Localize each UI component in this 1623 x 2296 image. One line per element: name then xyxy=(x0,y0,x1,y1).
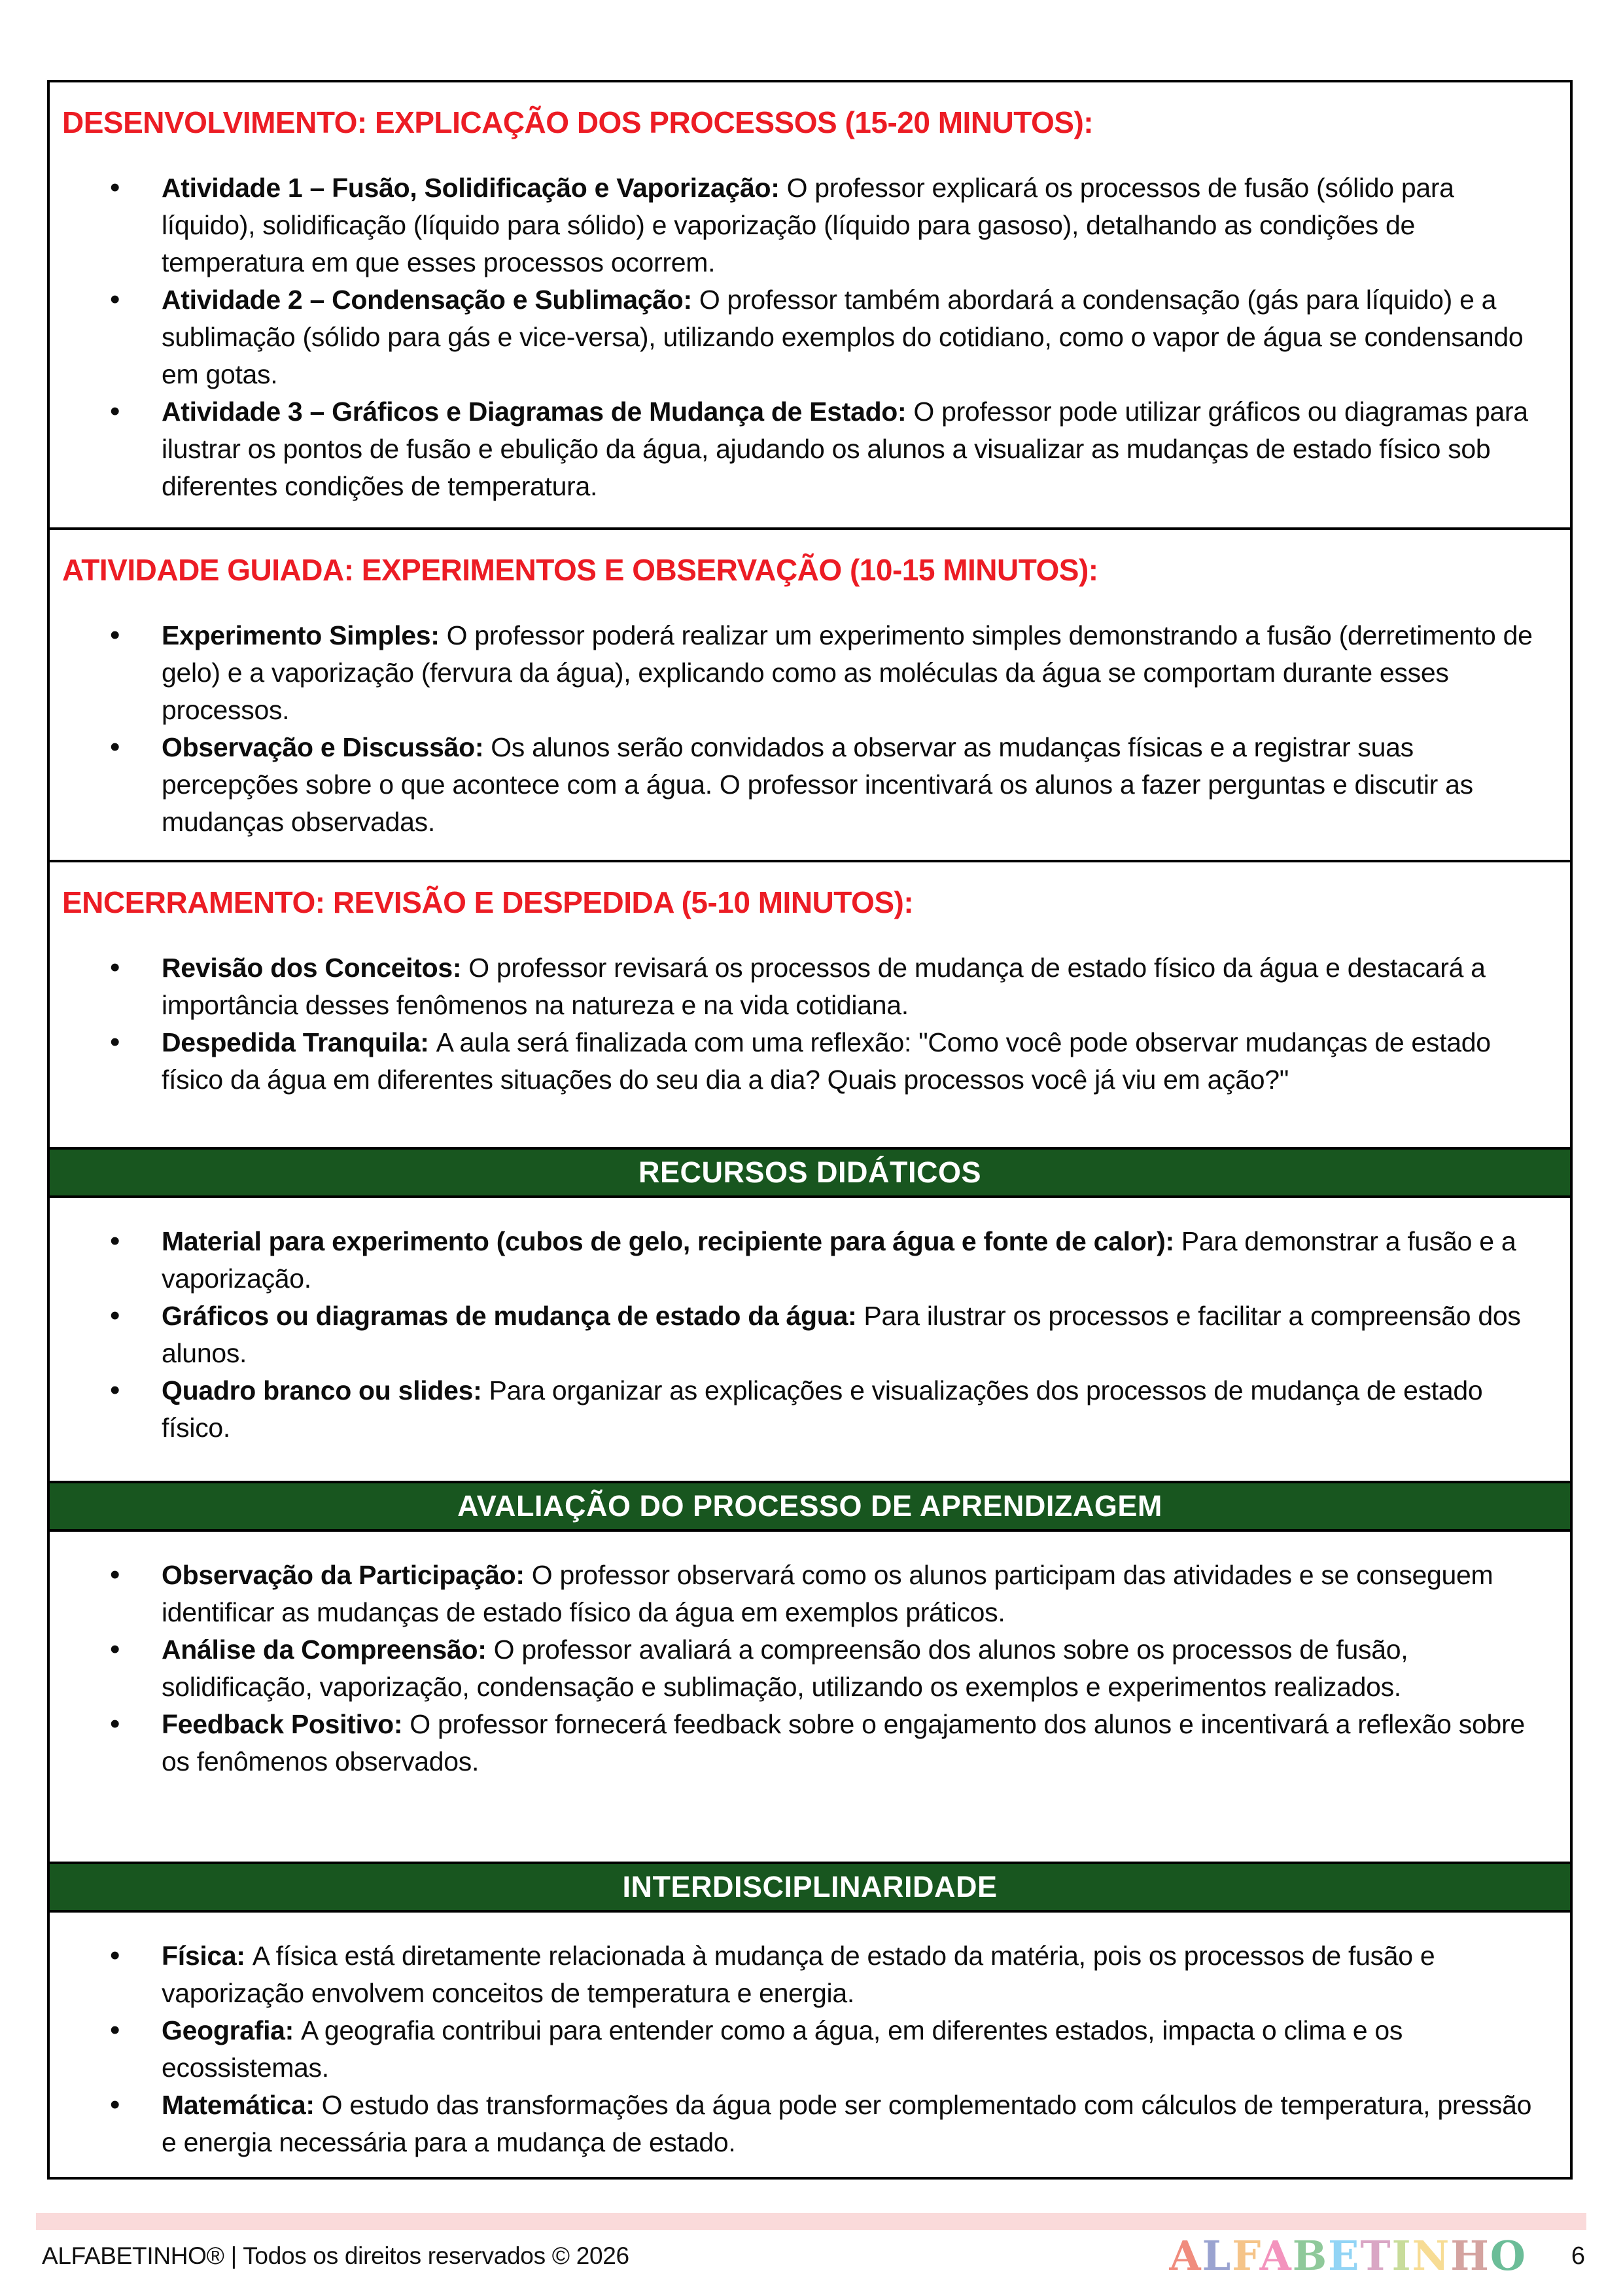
logo-letter: A xyxy=(1169,2232,1202,2280)
list-item xyxy=(50,2012,1570,2087)
section-avaliacao-lista xyxy=(50,1532,1570,1864)
logo-letter: N xyxy=(1412,2232,1451,2280)
bullet-lead: Observação da Participação: xyxy=(162,1560,525,1590)
list-item xyxy=(50,1372,1570,1447)
section-recursos-lista xyxy=(50,1198,1570,1483)
list-item xyxy=(50,281,1570,393)
bullet-text: O professor poderá realizar um experimento simples demonstrando a fusão (derretimento de gelo) e a vaporização (fervura da água), explicando como as moléculas da água se comportam durante esses processos. xyxy=(162,620,1533,725)
bullet-lead: Atividade 2 – Condensação e Sublimação: xyxy=(162,284,692,315)
section-header: ENCERRAMENTO: REVISÃO E DESPEDIDA (5-10 MINUTOS): xyxy=(62,885,914,919)
brand-logo xyxy=(1169,2232,1527,2280)
pink-divider xyxy=(36,2213,1586,2230)
banner-recursos-didaticos xyxy=(50,1150,1570,1198)
bullet-text: Os alunos serão convidados a observar as mudanças físicas e a registrar suas percepções sobre o que acontece com a água. O professor incentivará os alunos a fazer perguntas e discutir as mudanças observadas. xyxy=(162,732,1473,837)
section-header: DESENVOLVIMENTO: EXPLICAÇÃO DOS PROCESSOS (15-20 MINUTOS): xyxy=(62,105,1094,139)
bullet-lead: Atividade 3 – Gráficos e Diagramas de Mudança de Estado: xyxy=(162,396,907,427)
bullet-text: A aula será finalizada com uma reflexão: "Como você pode observar mudanças de estado físico da água em diferentes situações do seu dia a dia? Quais processos você já viu em ação?" xyxy=(162,1027,1491,1095)
logo-letter: B xyxy=(1292,2232,1329,2280)
logo-letter: L xyxy=(1202,2232,1232,2280)
bullet-lead: Atividade 1 – Fusão, Solidificação e Vaporização: xyxy=(162,172,780,203)
bullet-lead: Despedida Tranquila: xyxy=(162,1027,429,1057)
logo-letter: I xyxy=(1391,2232,1412,2280)
bullet-lead: Feedback Positivo: xyxy=(162,1709,403,1739)
banner-avaliacao xyxy=(50,1483,1570,1532)
banner-interdisciplinaridade xyxy=(50,1864,1570,1913)
bullet-text: O professor fornecerá feedback sobre o engajamento dos alunos e incentivará a reflexão sobre os fenômenos observados. xyxy=(162,1709,1525,1776)
bullet-lead: Experimento Simples: xyxy=(162,620,440,650)
list-item xyxy=(50,1024,1570,1099)
bullet-list xyxy=(50,1223,1570,1447)
list-item xyxy=(50,1631,1570,1706)
list-item xyxy=(50,2087,1570,2161)
bullet-list xyxy=(50,1937,1570,2161)
list-item xyxy=(50,729,1570,841)
logo-letter: F xyxy=(1232,2232,1260,2280)
bullet-list xyxy=(50,617,1570,841)
banner-title: INTERDISCIPLINARIDADE xyxy=(622,1870,998,1903)
bullet-lead: Material para experimento (cubos de gelo, recipiente para água e fonte de calor): xyxy=(162,1226,1174,1256)
lesson-plan-table xyxy=(47,80,1573,2180)
page-footer xyxy=(0,2230,1623,2282)
bullet-text: O professor observará como os alunos participam das atividades e se conseguem identificar as mudanças de estado físico da água em exemplos práticos. xyxy=(162,1560,1493,1627)
bullet-list xyxy=(50,1557,1570,1780)
bullet-text: Para demonstrar a fusão e a vaporização. xyxy=(162,1226,1516,1294)
bullet-lead: Matemática: xyxy=(162,2090,315,2120)
logo-letter: A xyxy=(1259,2232,1293,2280)
bullet-lead: Geografia: xyxy=(162,2015,294,2045)
banner-title: AVALIAÇÃO DO PROCESSO DE APRENDIZAGEM xyxy=(457,1489,1162,1523)
bullet-text: A geografia contribui para entender como a água, em diferentes estados, impacta o clima e os ecossistemas. xyxy=(162,2015,1403,2083)
section-atividade-guiada xyxy=(50,530,1570,862)
bullet-text: Para ilustrar os processos e facilitar a compreensão dos alunos. xyxy=(162,1301,1521,1368)
list-item xyxy=(50,949,1570,1024)
bullet-lead: Quadro branco ou slides: xyxy=(162,1375,482,1405)
bullet-text: A física está diretamente relacionada à mudança de estado da matéria, pois os processos de fusão e vaporização envolvem conceitos de temperatura e energia. xyxy=(162,1941,1435,2008)
list-item xyxy=(50,1223,1570,1298)
list-item xyxy=(50,617,1570,729)
bullet-lead: Física: xyxy=(162,1941,245,1971)
list-item xyxy=(50,169,1570,281)
list-item xyxy=(50,393,1570,505)
logo-letter: T xyxy=(1360,2232,1392,2280)
bullet-text: O professor revisará os processos de mudança de estado físico da água e destacará a importância desses fenômenos na natureza e na vida cotidiana. xyxy=(162,952,1486,1020)
bullet-lead: Revisão dos Conceitos: xyxy=(162,952,462,983)
logo-letter: H xyxy=(1450,2232,1490,2280)
list-item xyxy=(50,1557,1570,1631)
bullet-text: O estudo das transformações da água pode ser complementado com cálculos de temperatura, pressão e energia necessária para a mudança de estado. xyxy=(162,2090,1532,2157)
bullet-text: O professor também abordará a condensação (gás para líquido) e a sublimação (sólido para gás e vice-versa), utilizando exemplos do cotidiano, como o vapor de água se condensando em gotas. xyxy=(162,284,1524,389)
bullet-list xyxy=(50,169,1570,505)
list-item xyxy=(50,1937,1570,2012)
section-desenvolvimento xyxy=(50,82,1570,530)
section-interdisciplinaridade-lista xyxy=(50,1913,1570,2177)
bullet-text: O professor pode utilizar gráficos ou diagramas para ilustrar os pontos de fusão e ebulição da água, ajudando os alunos a visualizar as mudanças de estado físico sob diferentes condições de temperatura. xyxy=(162,396,1528,501)
bullet-lead: Gráficos ou diagramas de mudança de estado da água: xyxy=(162,1301,857,1331)
section-header: ATIVIDADE GUIADA: EXPERIMENTOS E OBSERVAÇÃO (10-15 MINUTOS): xyxy=(62,553,1098,587)
page-number: 6 xyxy=(1571,2242,1585,2270)
footer-copyright: ALFABETINHO® | Todos os direitos reservados © 2026 xyxy=(42,2242,629,2269)
list-item xyxy=(50,1706,1570,1780)
bullet-text: O professor avaliará a compreensão dos alunos sobre os processos de fusão, solidificação, vaporização, condensação e sublimação, utilizando os exemplos e experimentos realizados. xyxy=(162,1634,1408,1702)
bullet-lead: Análise da Compreensão: xyxy=(162,1634,487,1665)
logo-letter: E xyxy=(1328,2232,1361,2280)
bullet-text: O professor explicará os processos de fusão (sólido para líquido), solidificação (líquido para sólido) e vaporização (líquido para gasoso), detalhando as condições de temperatura em que esses processos ocorrem. xyxy=(162,172,1454,277)
bullet-list xyxy=(50,949,1570,1099)
bullet-lead: Observação e Discussão: xyxy=(162,732,484,762)
banner-title: RECURSOS DIDÁTICOS xyxy=(638,1156,982,1189)
section-encerramento xyxy=(50,862,1570,1150)
list-item xyxy=(50,1298,1570,1372)
bullet-text: Para organizar as explicações e visualizações dos processos de mudança de estado físico. xyxy=(162,1375,1483,1443)
logo-letter: O xyxy=(1490,2232,1527,2280)
